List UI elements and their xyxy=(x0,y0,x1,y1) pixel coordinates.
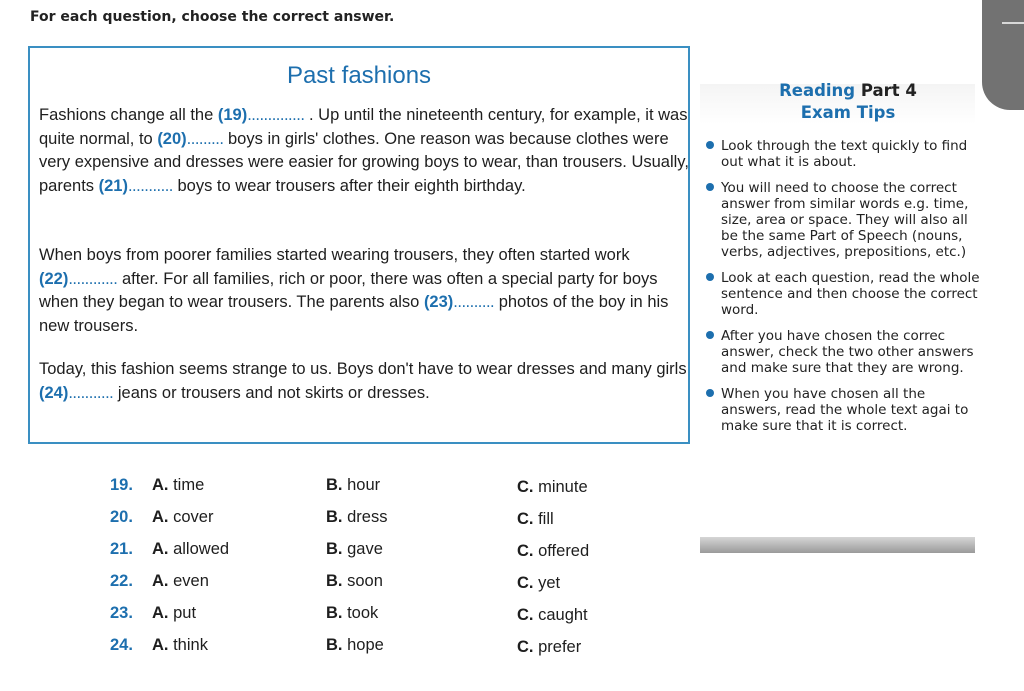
question-number: 20. xyxy=(110,508,133,526)
option-text: fill xyxy=(538,510,554,528)
tip-text: You will need to choose the correct answer from similar words e.g. time, size, area or space. They will also all be the same Part of Speech (nouns, verbs, adjectives, prepositions, etc.) xyxy=(721,180,969,260)
text: Fashions change all the xyxy=(39,106,218,124)
passage-box xyxy=(28,46,690,444)
option-text: time xyxy=(173,476,205,494)
option-text: think xyxy=(173,636,208,654)
option-text: cover xyxy=(173,508,214,526)
option-letter: A. xyxy=(152,604,169,622)
option-text: yet xyxy=(538,574,561,592)
passage-paragraph-3 xyxy=(39,358,689,405)
option-text: hour xyxy=(347,476,381,494)
tip-text: After you have chosen the correc answer, check the two other answers and make sure that they are wrong. xyxy=(721,328,974,376)
tips-title xyxy=(698,80,998,124)
tips-shadow xyxy=(700,537,975,553)
gap-20: (20) xyxy=(157,129,187,148)
gap-dots: ........... xyxy=(68,383,114,402)
option-letter: B. xyxy=(326,540,343,558)
gap-22: (22) xyxy=(39,269,69,288)
option-b[interactable] xyxy=(326,476,380,495)
option-text: caught xyxy=(538,606,588,624)
text: photos of the boy in his new trousers. xyxy=(39,293,669,335)
option-text: soon xyxy=(347,572,383,590)
option-text: prefer xyxy=(538,638,582,656)
gap-21: (21) xyxy=(98,176,128,195)
gap-19: (19) xyxy=(217,106,248,124)
option-b[interactable] xyxy=(326,604,378,623)
option-letter: B. xyxy=(326,636,343,654)
option-b[interactable] xyxy=(326,540,383,559)
option-text: hope xyxy=(347,636,384,654)
tip-text: Look at each question, read the whole sentence and then choose the correct word. xyxy=(721,270,980,318)
option-b[interactable] xyxy=(326,636,384,655)
option-c[interactable] xyxy=(517,478,588,497)
gap-24: (24) xyxy=(39,383,69,402)
option-text: even xyxy=(173,572,209,590)
text: jeans or trousers and not skirts or dresses. xyxy=(113,383,430,402)
bullet-icon xyxy=(706,141,714,149)
gap-dots: ......... xyxy=(186,129,224,148)
question-row-23 xyxy=(100,604,620,632)
gap-dots: .......... xyxy=(453,293,495,311)
option-letter: B. xyxy=(326,572,343,590)
option-a[interactable] xyxy=(152,508,213,527)
gap-dots: ............ xyxy=(68,269,118,288)
option-c[interactable] xyxy=(517,638,581,657)
option-text: offered xyxy=(538,542,590,560)
option-text: allowed xyxy=(173,540,230,558)
option-letter: A. xyxy=(152,540,169,558)
option-a[interactable] xyxy=(152,636,208,655)
option-text: gave xyxy=(347,540,383,558)
option-letter: C. xyxy=(517,542,534,560)
tips-title-exam-tips: Exam Tips xyxy=(800,103,896,122)
question-row-20 xyxy=(100,508,620,536)
option-text: dress xyxy=(347,508,388,526)
question-number: 24. xyxy=(110,636,133,654)
instructions: For each question, choose the correct answer. xyxy=(30,9,395,25)
passage-paragraph-1 xyxy=(39,104,689,198)
option-letter: A. xyxy=(152,636,169,654)
question-row-19 xyxy=(100,476,620,504)
option-letter: B. xyxy=(326,508,343,526)
text: after. For all families, rich or poor, there was often a special party for boys when they began to wear trousers. The parents also xyxy=(39,269,658,311)
option-letter: B. xyxy=(326,476,343,494)
question-number: 23. xyxy=(110,604,133,622)
passage-paragraph-2 xyxy=(39,244,689,338)
option-letter: C. xyxy=(517,606,534,624)
option-a[interactable] xyxy=(152,604,196,623)
option-a[interactable] xyxy=(152,540,229,559)
option-letter: C. xyxy=(517,638,534,656)
option-letter: C. xyxy=(517,478,534,496)
passage-title: Past fashions xyxy=(286,62,432,89)
question-row-24 xyxy=(100,636,620,664)
option-c[interactable] xyxy=(517,542,589,561)
tips-title-part: Part 4 xyxy=(860,81,917,100)
option-text: minute xyxy=(538,478,588,496)
option-a[interactable] xyxy=(152,572,209,591)
option-a[interactable] xyxy=(152,476,204,495)
tip-item xyxy=(704,138,984,170)
option-letter: C. xyxy=(517,574,534,592)
question-row-21 xyxy=(100,540,620,568)
option-b[interactable] xyxy=(326,508,387,527)
question-number: 22. xyxy=(110,572,133,590)
tip-item xyxy=(704,270,984,318)
option-letter: C. xyxy=(517,510,534,528)
question-number: 19. xyxy=(110,476,133,494)
option-letter: B. xyxy=(326,604,343,622)
text: . Up until the nineteenth century, for example, it was quite normal, to xyxy=(39,106,688,148)
option-text: put xyxy=(173,604,197,622)
option-letter: A. xyxy=(152,572,169,590)
tips-title-reading: Reading xyxy=(779,81,856,100)
tip-item xyxy=(704,386,984,434)
text: When boys from poorer families started wearing trousers, they often started work xyxy=(39,246,630,264)
tips-list xyxy=(704,138,984,444)
option-b[interactable] xyxy=(326,572,383,591)
question-row-22 xyxy=(100,572,620,600)
tip-text: When you have chosen all the answers, read the whole text agai to make sure that it is correct. xyxy=(721,386,969,434)
option-letter: A. xyxy=(152,476,169,494)
option-c[interactable] xyxy=(517,510,554,529)
tip-text: Look through the text quickly to find out what it is about. xyxy=(721,138,968,170)
tip-item xyxy=(704,180,984,260)
minus-icon xyxy=(1002,22,1024,24)
text: Today, this fashion seems strange to us. Boys don't have to wear dresses and many girls xyxy=(39,360,687,378)
option-c[interactable] xyxy=(517,574,560,593)
bullet-icon xyxy=(706,183,714,191)
bullet-icon xyxy=(706,331,714,339)
text: boys in girls' clothes. One reason was because clothes were very expensive and dresses were easier for growing boys to wear, than trousers. Usually, parents xyxy=(39,129,689,195)
bullet-icon xyxy=(706,273,714,281)
gap-dots: .............. xyxy=(247,106,305,124)
text: boys to wear trousers after their eighth birthday. xyxy=(172,176,526,195)
gap-23: (23) xyxy=(423,293,454,311)
bullet-icon xyxy=(706,389,714,397)
question-number: 21. xyxy=(110,540,133,558)
option-c[interactable] xyxy=(517,606,588,625)
gap-dots: ........... xyxy=(127,176,173,195)
option-text: took xyxy=(347,604,379,622)
option-letter: A. xyxy=(152,508,169,526)
tip-item xyxy=(704,328,984,376)
